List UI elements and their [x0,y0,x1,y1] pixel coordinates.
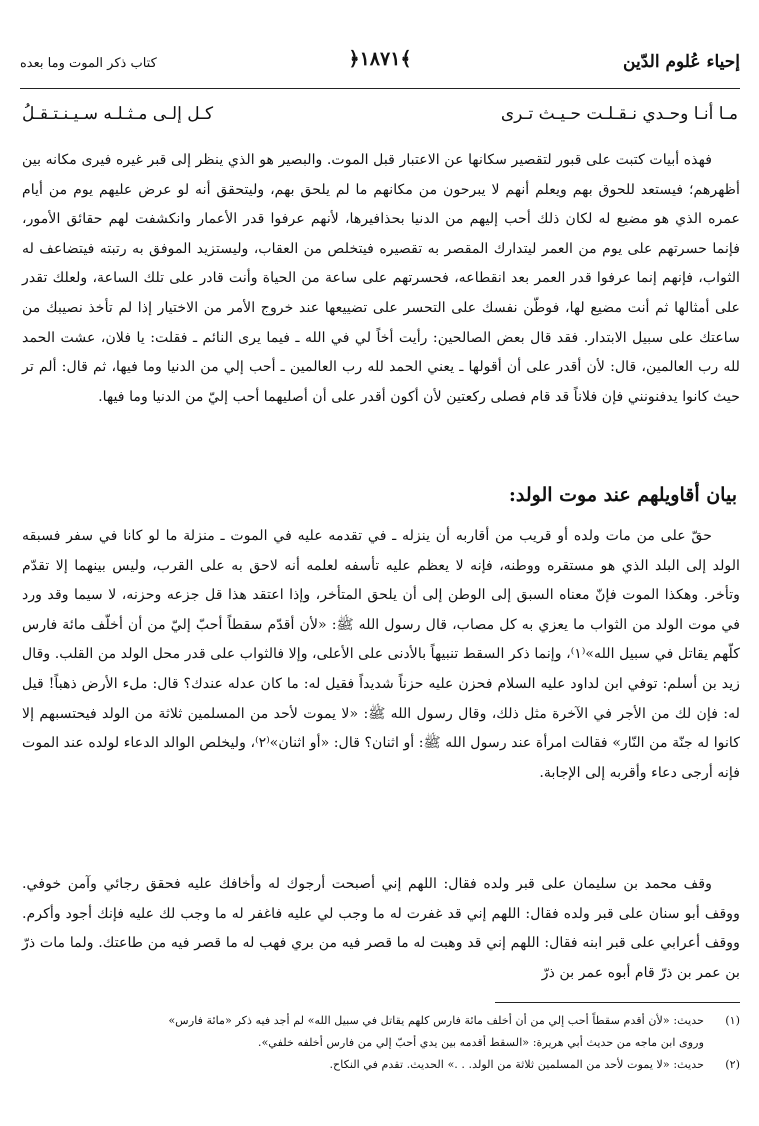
book-title: إحياء عُلوم الدّين [623,52,740,72]
header-rule [20,88,740,89]
poem-verse [22,104,738,138]
paragraph-1 [22,146,740,412]
footnote-2-line1: حديث: «لا يموت لأحد من المسلمين ثلاثة من الولد. . .» الحديث. تقدم في النكاح. [329,1058,704,1071]
paragraph-1-text: فهذه أبيات كتبت على قبور لتقصير سكانها عن الاعتبار قبل الموت. والبصير هو الذي ينظر إلى قبر غيره فيرى مكانه بين أظهرهم؛ فيستعد للحوق بهم ويعلم أنهم لا يبرحون من مكانهم ما لم يلحق بهم، وليتحقق أنه لو عرض عليهم يوم من أيام عمره الذي هو مضيع له لكان ذلك أحب إليهم من الدنيا بحذافيرها، لأنهم عرفوا قدر الأعمار وانكشفت لهم حقائق الأمور، فإنما حسرتهم على يوم من العمر ليتدارك المقصر به تقصيره فيتخلص من العقاب، وليستزيد الموفق به رتبته فيتضاعف له الثواب، فإنهم إنما عرفوا قدر العمر بعد انقطاعه، فحسرتهم على ساعة من الحياة وأنت قادر على تلك الساعة، ولعلك تقدر على أمثالها ثم أنت مضيع لها، فوطّن نفسك على التحسر على تضييعها عند خروج الأمر من الاختيار إذا لم تأخذ نصيبك من ساعتك على سبيل الابتدار. فقد قال بعض الصالحين: رأيت أخاً لي في الله ـ فيما يرى النائم ـ فقلت: يا فلان، عشت الحمد لله رب العالمين، قال: لأن أقدر على أن أقولها ـ يعني الحمد لله رب العالمين ـ أحب إلي من الدنيا وما فيها، ثم قال: ألم تر حيث كانوا يدفنونني فإن فلاناً قد قام فصلى ركعتين لأن أكون أقدر على أن أصليهما أحب إليّ من الدنيا وما فيها. [22,152,740,405]
footnote-1 [22,1010,740,1054]
verse-first-half: مـا أنـا وحـدي نـقـلـت حـيـث تـرى [500,104,738,124]
paragraph-2 [22,522,740,788]
paragraph-3 [22,870,740,988]
page-header [20,46,740,94]
page-number: ﴿١٨٧١﴾ [348,48,412,70]
footnote-1-number: (١) [725,1014,740,1027]
chapter-title: كتاب ذكر الموت وما بعده [20,56,157,71]
paragraph-3-text: وقف محمد بن سليمان على قبر ولده فقال: اللهم إني أصبحت أرجوك له وأخافك عليه فحقق رجائي وآمن خوفي. ووقف أبو سنان على قبر ولده فقال: اللهم إني قد غفرت له ما وجب لي عليه فاغفر له ما وجب لك عليه فإنك أجود وأكرم. ووقف أعرابي على قبر ابنه فقال: اللهم إني قد وهبت له ما قصر فيه من بري فهب له ما قصر فيه من طاعتك. ولما مات ذرّ بن عمر بن ذرّ قام أبوه عمر بن ذرّ [22,876,740,981]
footnotes [22,1010,740,1076]
footnote-1-line1: حديث: «لأن أقدم سقطاً أحب إلي من أن أخلف مائة فارس كلهم يقاتل في سبيل الله» لم أجد فيه ذكر «مائة فارس» [168,1014,704,1027]
footnote-rule [495,1002,740,1003]
paragraph-2-text: حقّ على من مات ولده أو قريب من أقاربه أن ينزله ـ في تقدمه عليه في الموت ـ منزلة ما لو كانا في سفر فسبقه الولد إلى البلد الذي هو مستقره ووطنه، فإنه لا يعظم عليه تأسفه لعلمه أنه لاحق به على القرب، وليس بينهما إلا تقدّم وتأخر. وهكذا الموت فإنّ معناه السبق إلى الوطن إلى أن يلحق المتأخر، وإذا اعتقد هذا قل جزعه وحزنه، لا سيما وقد ورد في موت الولد من الثواب ما يعزي به كل مصاب، قال رسول الله ﷺ: «لأن أقدّم سقطاً أحبّ إليّ من أن أخلّف مائة فارس كلّهم يقاتل في سبيل الله»⁽١⁾، وإنما ذكر السقط تنبيهاً بالأدنى على الأعلى، وإلا فالثواب على قدر محل الولد من القلب. وقال زيد بن أسلم: توفي ابن لداود عليه السلام فحزن عليه حزناً شديداً فقيل له: ما كان عدله عندك؟ قال: ملء الأرض ذهباً! قيل له: فإن لك من الأجر في الآخرة مثل ذلك، وقال رسول الله ﷺ: «لا يموت لأحد من المسلمين ثلاثة من الولد فيحتسبهم إلا كانوا له جنّة من النّار» فقالت امرأة عند رسول الله ﷺ: أو اثنان؟ قال: «أو اثنان»⁽٢⁾، وليخلص الوالد الدعاء لولده عند الموت فإنه أرجى دعاء وأقربه إلى الإجابة. [22,528,740,781]
footnote-2-number: (٢) [725,1058,740,1071]
section-title: بيان أقاويلهم عند موت الولد: [508,484,737,506]
footnote-2 [22,1054,740,1076]
footnote-1-line2: وروى ابن ماجه من حديث أبي هريرة: «السقط أقدمه بين يدي أحبّ إلي من فارس أخلفه خلفي». [257,1036,704,1049]
verse-second-half: كـل إلـى مـثـلـه سـيـنـتـقـلُ [22,104,214,124]
